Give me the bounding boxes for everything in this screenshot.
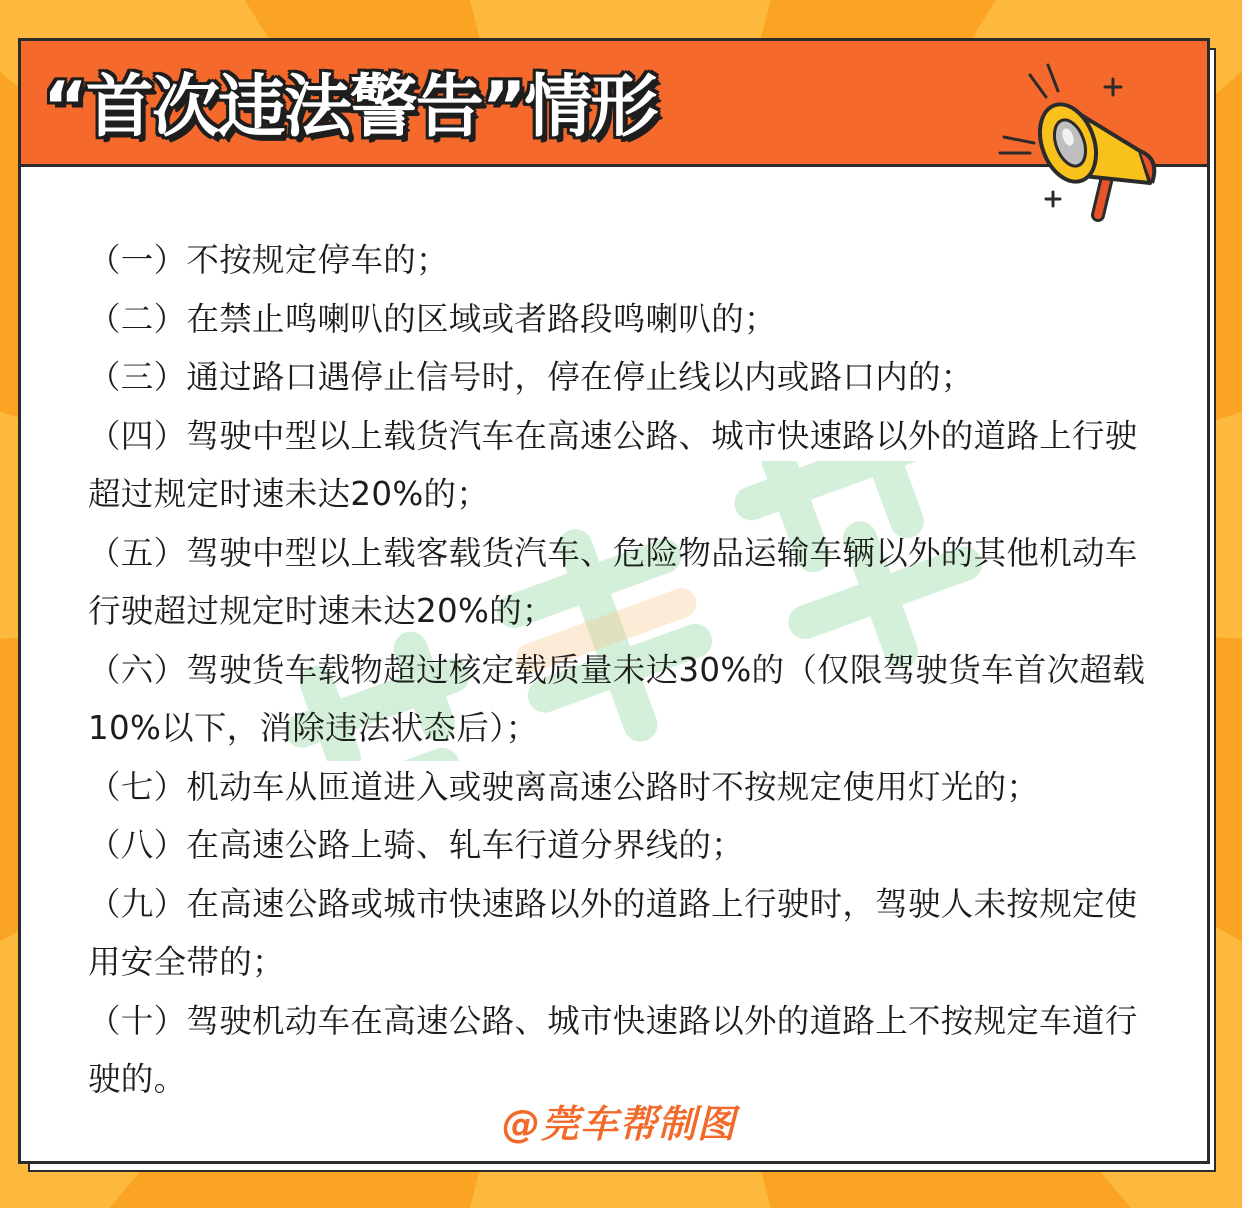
violation-list (88, 231, 1168, 1109)
credit-label: @莞车帮制图 (501, 1102, 736, 1146)
list-item: （二）在禁止鸣喇叭的区域或者路段鸣喇叭的； (88, 299, 777, 338)
megaphone-icon (990, 55, 1180, 230)
list-item: （六）驾驶货车载物超过核定载质量未达30%的（仅限驾驶货车首次超载10%以下，消除违法状态后）； (88, 650, 1146, 747)
list-item: （五）驾驶中型以上载客载货汽车、危险物品运输车辆以外的其他机动车行驶超过规定时速未达20%的； (88, 533, 1138, 630)
list-item: （八）在高速公路上骑、轧车行道分界线的； (88, 826, 745, 864)
list-item: （七）机动车从匝道进入或驶离高速公路时不按规定使用灯光的； (88, 767, 1040, 806)
list-item: （三）通过路口遇停止信号时，停在停止线以内或路口内的； (88, 358, 974, 396)
list-item: （一）不按规定停车的； (88, 241, 449, 279)
page-title: “首次违法警告”情形 (43, 68, 657, 147)
list-item: （九）在高速公路或城市快速路以外的道路上行驶时，驾驶人未按规定使用安全带的； (88, 884, 1138, 981)
list-item: （四）驾驶中型以上载货汽车在高速公路、城市快速路以外的道路上行驶超过规定时速未达20%的； (88, 416, 1138, 513)
list-item: （十）驾驶机动车在高速公路、城市快速路以外的道路上不按规定车道行驶的。 (88, 1001, 1138, 1098)
